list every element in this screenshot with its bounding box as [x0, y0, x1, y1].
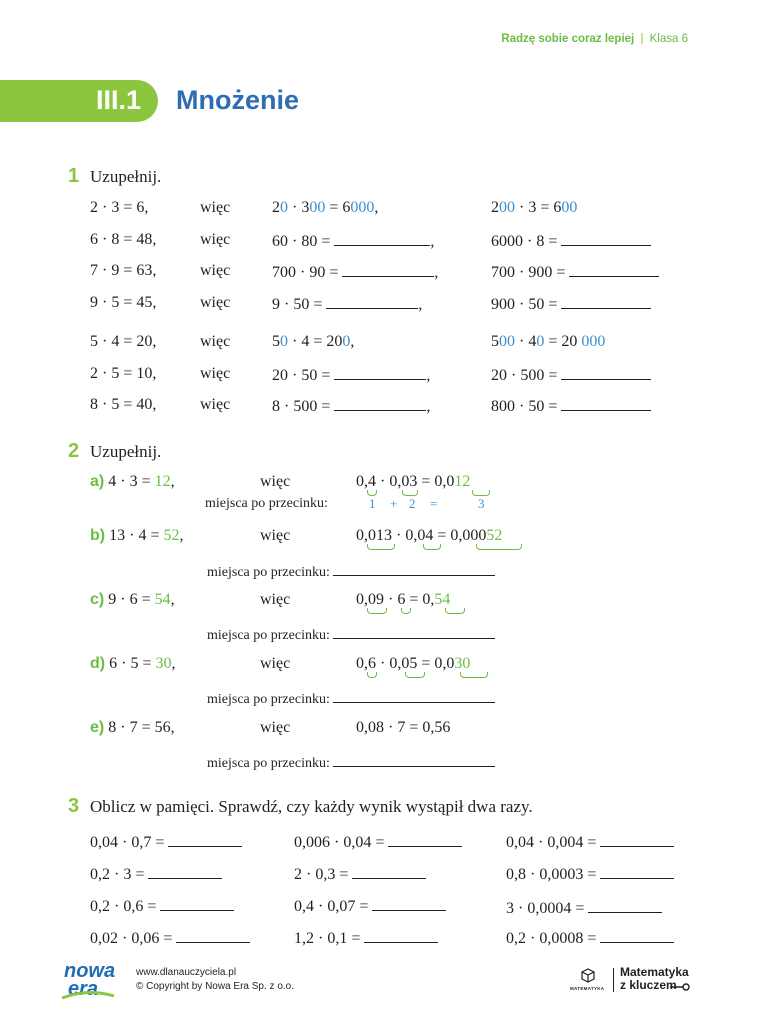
brace — [445, 608, 465, 614]
t1-mid: 700 · 90 = , — [272, 264, 439, 281]
answer-blank[interactable] — [160, 896, 234, 911]
t3-item: 0,4 · 0,07 = — [294, 896, 446, 916]
t2-item-d: d) 6 · 5 = 30, — [90, 655, 176, 672]
answer-blank[interactable] — [561, 294, 651, 309]
brand-name: Matematyka z kluczem — [620, 965, 689, 992]
t2-item-b: b) 13 · 4 = 52, — [90, 527, 184, 544]
t1-mid: 60 · 80 = , — [272, 233, 435, 250]
t3-item: 0,8 · 0,0003 = — [506, 864, 674, 884]
t2-hint-3: 3 — [478, 496, 485, 511]
footer-website[interactable]: www.dlanauczyciela.pl — [136, 967, 237, 978]
t2-hint-2: 2 — [409, 496, 416, 511]
t2-so: więc — [260, 719, 291, 736]
answer-blank[interactable] — [168, 832, 242, 847]
t1-so: więc — [200, 262, 231, 279]
t2-so: więc — [260, 591, 291, 608]
brace — [405, 672, 425, 678]
t3-item: 0,04 · 0,7 = — [90, 832, 242, 852]
answer-blank[interactable] — [334, 365, 426, 380]
t2-c-expression: 0,09 · 6 = 0,54 — [356, 591, 451, 608]
answer-blank[interactable] — [588, 898, 662, 913]
brace — [423, 544, 441, 550]
t2-places-label: miejsca po przecinku: — [207, 752, 495, 772]
t2-places-label: miejsca po przecinku: — [205, 496, 328, 511]
answer-blank[interactable] — [561, 396, 651, 411]
t3-item: 0,006 · 0,04 = — [294, 832, 462, 852]
task-3-number: 3 — [68, 795, 80, 817]
small-brand: MATEMATYKA — [570, 986, 605, 991]
task-2-number: 2 — [68, 440, 80, 462]
t1-left: 5 · 4 = 20, — [90, 333, 157, 350]
t2-item-c: c) 9 · 6 = 54, — [90, 591, 175, 608]
t1-right: 20 · 500 = — [491, 365, 651, 385]
t1-left: 2 · 5 = 10, — [90, 365, 157, 382]
cube-icon — [580, 968, 596, 984]
t3-item: 3 · 0,0004 = — [506, 898, 662, 918]
class-label: Klasa 6 — [649, 33, 688, 45]
t3-item: 0,2 · 0,6 = — [90, 896, 234, 916]
t2-places-label: miejsca po przecinku: — [207, 624, 495, 644]
t1-mid: 8 · 500 = , — [272, 398, 431, 415]
answer-blank[interactable] — [352, 864, 426, 879]
task-1-instruction: Uzupełnij. — [90, 167, 162, 186]
t2-so: więc — [260, 473, 291, 490]
t1-so: więc — [200, 294, 231, 311]
answer-blank[interactable] — [333, 561, 495, 576]
t1-left: 9 · 5 = 45, — [90, 294, 157, 311]
t2-places-label: miejsca po przecinku: — [207, 561, 495, 581]
brace — [367, 672, 377, 678]
t1-right: 800 · 50 = — [491, 396, 651, 416]
t2-hint-plus: + — [390, 496, 398, 511]
t2-d-expression: 0,6 · 0,05 = 0,030 — [356, 655, 471, 672]
t2-places-label: miejsca po przecinku: — [207, 688, 495, 708]
t1-so: więc — [200, 365, 231, 382]
brace — [367, 608, 387, 614]
t1-example-right: 200 · 3 = 600 — [491, 199, 578, 216]
t2-b-expression: 0,013 · 0,04 = 0,00052 — [356, 527, 503, 544]
logo-swoosh-icon — [60, 990, 116, 1002]
t1-right: 900 · 50 = — [491, 294, 651, 314]
t3-item: 2 · 0,3 = — [294, 864, 426, 884]
t3-item: 1,2 · 0,1 = — [294, 928, 438, 948]
t1-left: 7 · 9 = 63, — [90, 262, 157, 279]
answer-blank[interactable] — [176, 928, 250, 943]
nowa-era-logo: nowa era — [64, 960, 116, 1000]
t1-left: 8 · 5 = 40, — [90, 396, 157, 413]
header-separator: | — [640, 33, 644, 45]
t2-hint-eq: = — [430, 496, 438, 511]
t1-left: 2 · 3 = 6, — [90, 199, 149, 216]
section-number: III.1 — [96, 85, 142, 115]
t2-item-a: a) 4 · 3 = 12, — [90, 473, 175, 490]
t3-item: 0,04 · 0,004 = — [506, 832, 674, 852]
t1-example-mid: 50 · 4 = 200, — [272, 333, 355, 350]
t2-so: więc — [260, 527, 291, 544]
t1-mid: 20 · 50 = , — [272, 367, 431, 384]
brace — [367, 490, 377, 496]
answer-blank[interactable] — [569, 262, 659, 277]
t1-mid: 9 · 50 = , — [272, 296, 423, 313]
t1-left: 6 · 8 = 48, — [90, 231, 157, 248]
t1-so: więc — [200, 396, 231, 413]
task-3-instruction: Oblicz w pamięci. Sprawdź, czy każdy wynik wystąpił dwa razy. — [90, 797, 533, 816]
t3-item: 0,2 · 3 = — [90, 864, 222, 884]
task-2-instruction: Uzupełnij. — [90, 442, 162, 461]
brace — [402, 490, 418, 496]
t1-example-mid: 20 · 300 = 6000, — [272, 199, 379, 216]
answer-blank[interactable] — [334, 396, 426, 411]
t2-so: więc — [260, 655, 291, 672]
answer-blank[interactable] — [364, 928, 438, 943]
answer-blank[interactable] — [333, 688, 495, 703]
t2-item-e: e) 8 · 7 = 56, — [90, 719, 175, 736]
brace — [367, 544, 395, 550]
task-1-number: 1 — [68, 165, 80, 187]
section-title: Mnożenie — [176, 85, 300, 115]
answer-blank[interactable] — [561, 365, 651, 380]
page-header — [501, 33, 688, 45]
t2-a-expression: 0,4 · 0,03 = 0,012 — [356, 473, 471, 490]
brace — [476, 544, 522, 550]
brace — [401, 608, 411, 614]
t1-right: 700 · 900 = — [491, 262, 659, 282]
brace — [472, 490, 490, 496]
brace — [460, 672, 488, 678]
t1-right: 6000 · 8 = — [491, 231, 651, 251]
key-icon — [670, 983, 690, 991]
series-name: Radzę sobie coraz lepiej — [501, 33, 635, 45]
brand-divider — [613, 968, 614, 992]
answer-blank[interactable] — [561, 231, 651, 246]
t1-so: więc — [200, 231, 231, 248]
answer-blank[interactable] — [333, 752, 495, 767]
t3-item: 0,2 · 0,0008 = — [506, 928, 674, 948]
t1-so: więc — [200, 333, 231, 350]
answer-blank[interactable] — [148, 864, 222, 879]
answer-blank[interactable] — [600, 864, 674, 879]
t1-example-right: 500 · 40 = 20 000 — [491, 333, 606, 350]
t2-hint-1: 1 — [369, 496, 376, 511]
answer-blank[interactable] — [600, 832, 674, 847]
answer-blank[interactable] — [388, 832, 462, 847]
answer-blank[interactable] — [600, 928, 674, 943]
t3-item: 0,02 · 0,06 = — [90, 928, 250, 948]
answer-blank[interactable] — [333, 624, 495, 639]
answer-blank[interactable] — [372, 896, 446, 911]
t1-so: więc — [200, 199, 231, 216]
answer-blank[interactable] — [326, 294, 418, 309]
footer-copyright: © Copyright by Nowa Era Sp. z o.o. — [136, 981, 294, 992]
answer-blank[interactable] — [342, 262, 434, 277]
answer-blank[interactable] — [334, 231, 430, 246]
t2-e-expression: 0,08 · 7 = 0,56 — [356, 719, 451, 736]
